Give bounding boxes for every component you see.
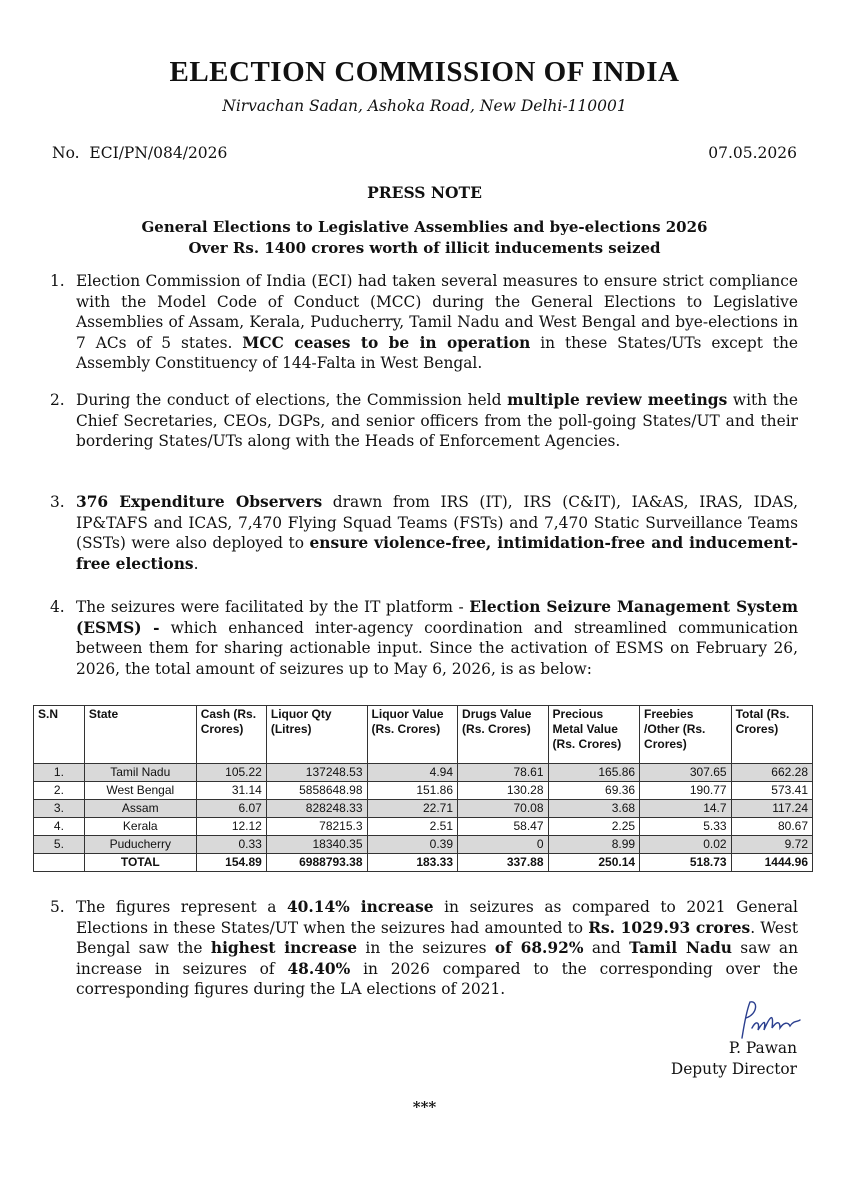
- table-cell: 183.33: [367, 854, 458, 872]
- column-header: S.N: [34, 706, 85, 764]
- bold-run: Election Seizure Management System (ESMS) -: [76, 598, 798, 637]
- organization-address: Nirvachan Sadan, Ashoka Road, New Delhi-110001: [222, 97, 627, 115]
- table-cell: 137248.53: [266, 764, 367, 782]
- table-cell: 6988793.38: [266, 854, 367, 872]
- paragraph-text: [76, 492, 798, 574]
- table-cell: 78.61: [458, 764, 549, 782]
- subject-line-2: Over Rs. 1400 crores worth of illicit inducements seized: [188, 239, 661, 257]
- table-row: [34, 818, 813, 836]
- organization-title: ELECTION COMMISSION OF INDIA: [169, 56, 680, 88]
- table-cell: 0: [458, 836, 549, 854]
- column-header: Liquor Qty (Litres): [266, 706, 367, 764]
- bold-run: 40.14% increase: [286, 898, 434, 916]
- table-cell: 0.02: [640, 836, 732, 854]
- bold-run: multiple review meetings: [507, 391, 728, 409]
- paragraph-text: [76, 390, 798, 452]
- paragraph-text: [76, 271, 798, 374]
- table-cell: 80.67: [731, 818, 812, 836]
- signatory-block: [671, 1038, 797, 1079]
- bold-run: 48.40%: [287, 959, 351, 978]
- table-total-row: [34, 854, 813, 872]
- seizure-table: [33, 705, 813, 872]
- table-cell: 518.73: [640, 854, 732, 872]
- table-cell: 151.86: [367, 782, 458, 800]
- table-cell: 5.: [34, 836, 85, 854]
- text-run: and: [583, 939, 630, 957]
- text-run: in the seizures: [357, 939, 495, 957]
- table-cell: [34, 854, 85, 872]
- text-run: in seizures as compared to 2021 General Elections in these States/UT when the seizures had amounted to: [76, 898, 798, 937]
- table-cell: 3.68: [548, 800, 640, 818]
- bold-run: of 68.92%: [494, 939, 584, 957]
- paragraph-number: 1.: [50, 272, 65, 290]
- paragraph-1: [50, 271, 798, 374]
- bold-run: ensure violence-free, intimidation-free and inducement-free elections: [76, 534, 798, 573]
- paragraph-number: 5.: [50, 898, 65, 916]
- paragraph-2: [50, 390, 798, 452]
- press-note-heading: PRESS NOTE: [367, 183, 482, 202]
- table-row: [34, 764, 813, 782]
- signatory-designation: Deputy Director: [670, 1059, 797, 1078]
- table-cell: 14.7: [640, 800, 732, 818]
- table-cell: West Bengal: [84, 782, 196, 800]
- issue-date: 07.05.2026: [708, 144, 797, 162]
- column-header: Liquor Value (Rs. Crores): [367, 706, 458, 764]
- text-run: in these States/UTs except the Assembly Constituency of 144-Falta in West Bengal.: [76, 333, 799, 372]
- text-run: .: [193, 554, 199, 573]
- paragraph-number: 2.: [50, 391, 65, 409]
- table-cell: 662.28: [731, 764, 812, 782]
- table-cell: 18340.35: [266, 836, 367, 854]
- table-cell: 1.: [34, 764, 85, 782]
- table-cell: 1444.96: [731, 854, 812, 872]
- table-cell: 165.86: [548, 764, 640, 782]
- table-cell: Puducherry: [84, 836, 196, 854]
- subject-line-1: General Elections to Legislative Assemblies and bye-elections 2026: [141, 218, 708, 236]
- table-cell: 5.33: [640, 818, 732, 836]
- text-run: The figures represent a: [76, 898, 287, 916]
- table-cell: 69.36: [548, 782, 640, 800]
- table-cell: TOTAL: [84, 854, 196, 872]
- table-cell: 828248.33: [266, 800, 367, 818]
- table-cell: 12.12: [196, 818, 266, 836]
- table-cell: Assam: [84, 800, 196, 818]
- table-cell: 2.25: [548, 818, 640, 836]
- table-cell: 70.08: [458, 800, 549, 818]
- table-cell: 6.07: [196, 800, 266, 818]
- column-header: Freebies /Other (Rs. Crores): [640, 706, 732, 764]
- table-cell: 3.: [34, 800, 85, 818]
- text-run: . West Bengal saw the: [76, 918, 799, 957]
- table-row: [34, 800, 813, 818]
- table-cell: 31.14: [196, 782, 266, 800]
- paragraph-5: [50, 897, 798, 1000]
- column-header: State: [84, 706, 196, 764]
- handwritten-signature: [734, 998, 804, 1042]
- table-row: [34, 782, 813, 800]
- table-header-row: [34, 706, 813, 764]
- text-run: Election Commission of India (ECI) had taken several measures to ensure strict compliance with the Model Code of Conduct (MCC) during the General Elections to Legislative Assemblies of Assam, Kerala, Puducherry, Tamil Nadu and West Bengal and bye-elections in 7 ACs of 5 states.: [76, 272, 798, 352]
- table-cell: 0.39: [367, 836, 458, 854]
- text-run: in 2026 compared to the corresponding over the corresponding figures during the LA elections of 2021.: [76, 959, 798, 998]
- paragraph-4: [50, 597, 798, 679]
- paragraph-text: [76, 897, 798, 1000]
- table-cell: 250.14: [548, 854, 640, 872]
- table-cell: 2.51: [367, 818, 458, 836]
- table-row: [34, 836, 813, 854]
- table-cell: 337.88: [458, 854, 549, 872]
- table-cell: 105.22: [196, 764, 266, 782]
- text-run: The seizures were facilitated by the IT platform -: [76, 598, 470, 616]
- table-cell: 307.65: [640, 764, 732, 782]
- bold-run: Tamil Nadu: [629, 939, 732, 957]
- table-cell: 117.24: [731, 800, 812, 818]
- table-cell: 58.47: [458, 818, 549, 836]
- table-cell: 2.: [34, 782, 85, 800]
- table-cell: 154.89: [196, 854, 266, 872]
- column-header: Total (Rs. Crores): [731, 706, 812, 764]
- bold-run: Rs. 1029.93 crores: [588, 918, 751, 937]
- table-cell: 573.41: [731, 782, 812, 800]
- text-run: saw an increase in seizures of: [76, 939, 799, 978]
- table-cell: 78215.3: [266, 818, 367, 836]
- text-run: with the Chief Secretaries, CEOs, DGPs, and senior officers from the poll-going States/UT and their bordering States/UTs along with the Heads of Enforcement Agencies.: [76, 391, 798, 450]
- table-cell: 8.99: [548, 836, 640, 854]
- paragraph-text: [76, 597, 798, 679]
- text-run: which enhanced inter-agency coordination and streamlined communication between them for sharing actionable input. Since the activation of ESMS on February 26, 2026, the total amount of seizures up to May 6, 2026, is as below:: [76, 618, 799, 678]
- paragraph-number: 3.: [50, 493, 65, 511]
- bold-run: 376 Expenditure Observers: [76, 493, 323, 511]
- table-cell: 130.28: [458, 782, 549, 800]
- table-cell: Tamil Nadu: [84, 764, 196, 782]
- table-cell: 9.72: [731, 836, 812, 854]
- bold-run: MCC ceases to be in operation: [242, 333, 531, 352]
- text-run: During the conduct of elections, the Commission held: [76, 391, 508, 409]
- bold-run: highest increase: [210, 939, 358, 957]
- table-cell: 22.71: [367, 800, 458, 818]
- column-header: Cash (Rs. Crores): [196, 706, 266, 764]
- table-cell: 190.77: [640, 782, 732, 800]
- reference-number: No. ECI/PN/084/2026: [52, 144, 228, 162]
- table-cell: 5858648.98: [266, 782, 367, 800]
- signatory-name: P. Pawan: [728, 1039, 797, 1057]
- table-cell: 0.33: [196, 836, 266, 854]
- table-cell: 4.94: [367, 764, 458, 782]
- paragraph-3: [50, 492, 798, 574]
- column-header: Precious Metal Value (Rs. Crores): [548, 706, 640, 764]
- text-run: drawn from IRS (IT), IRS (C&IT), IA&AS, IRAS, IDAS, IP&TAFS and ICAS, 7,470 Flying Squad Teams (FSTs) and 7,470 Static Surveillance Teams (SSTs) were also deployed to: [76, 493, 798, 552]
- paragraph-number: 4.: [50, 598, 65, 616]
- table-cell: 4.: [34, 818, 85, 836]
- end-mark: ***: [412, 1098, 437, 1116]
- table-cell: Kerala: [84, 818, 196, 836]
- column-header: Drugs Value (Rs. Crores): [458, 706, 549, 764]
